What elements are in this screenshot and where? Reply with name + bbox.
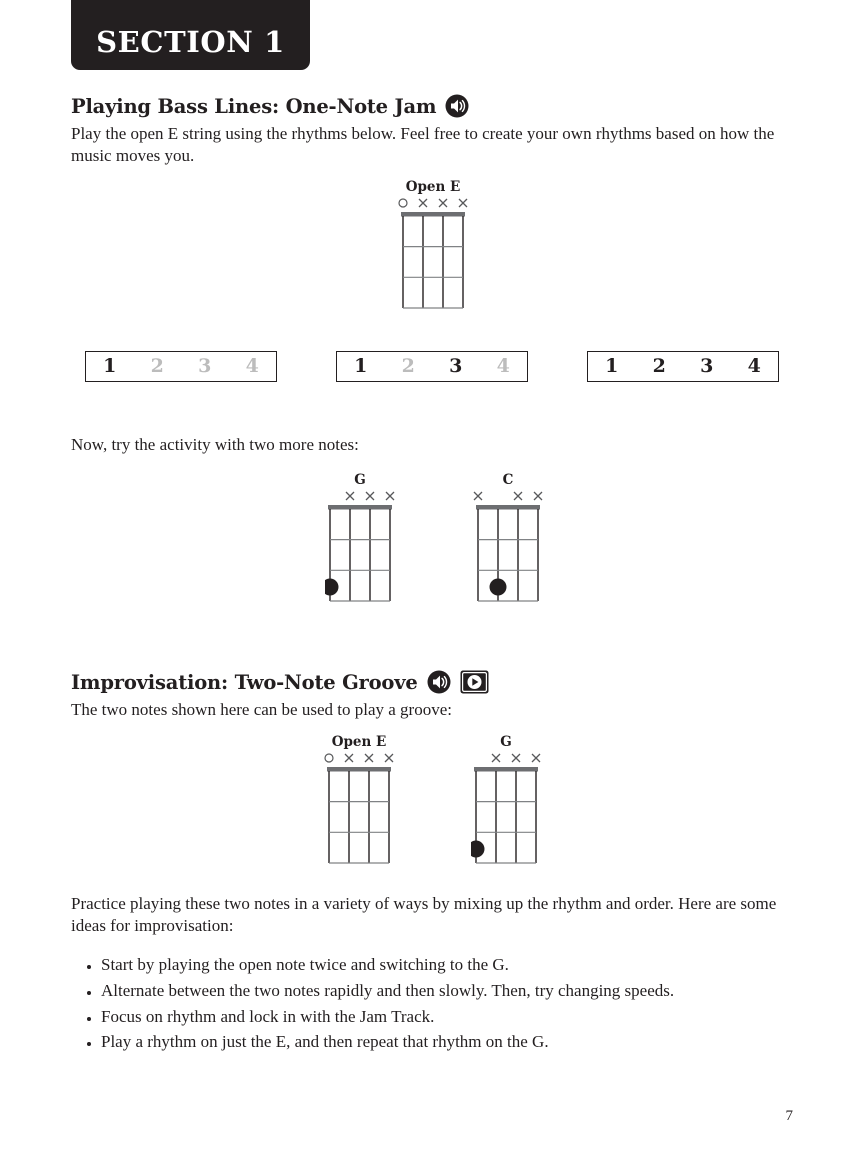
chord-dot	[471, 841, 485, 858]
audio-icon[interactable]	[445, 94, 469, 118]
chord-dot	[325, 579, 339, 596]
chord-diagram-open-e-top	[398, 179, 468, 310]
chord-markers	[325, 490, 395, 503]
beat-1: 1	[103, 355, 117, 377]
beat-3: 3	[449, 355, 463, 377]
heading-improvisation	[71, 670, 793, 694]
marker-mute-string-3	[363, 752, 375, 764]
marker-mute-string-4	[457, 197, 469, 209]
chord-diagram-g-bottom	[471, 734, 541, 865]
heading-playing-bass-lines-text: Playing Bass Lines: One-Note Jam	[71, 94, 437, 118]
chord-name: G	[354, 472, 366, 488]
marker-mute-string-4	[383, 752, 395, 764]
chord-grid	[398, 210, 468, 310]
beat-1: 1	[605, 355, 619, 377]
chord-name: Open E	[405, 179, 461, 195]
mid-instruction-block	[71, 434, 793, 456]
marker-mute-string-3	[510, 752, 522, 764]
marker-mute-string-2	[490, 752, 502, 764]
chord-markers	[471, 752, 541, 765]
rhythm-box-1[interactable]	[85, 351, 277, 382]
beat-3: 3	[198, 355, 212, 377]
heading-improvisation-text: Improvisation: Two-Note Groove	[71, 670, 418, 694]
chord-grid	[473, 503, 543, 603]
chord-diagram-g-mid	[325, 472, 395, 603]
list-item: • Play a rhythm on just the E, and then repeat that rhythm on the G.	[101, 1029, 793, 1055]
chord-markers	[398, 197, 468, 210]
marker-mute-string-2	[343, 752, 355, 764]
marker-mute-string-2	[344, 490, 356, 502]
list-item: • Focus on rhythm and lock in with the Jam Track.	[101, 1004, 793, 1030]
chord-markers	[324, 752, 394, 765]
section-1-block	[71, 94, 793, 168]
marker-open-string-1	[323, 752, 335, 764]
audio-icon[interactable]	[427, 670, 451, 694]
marker-mute-string-2	[417, 197, 429, 209]
chord-grid	[471, 765, 541, 865]
chord-diagram-open-e-bottom	[324, 734, 394, 865]
beat-1: 1	[354, 355, 368, 377]
improvisation-ideas-list	[71, 952, 793, 1055]
beat-2: 2	[401, 355, 415, 377]
mid-instruction-text: Now, try the activity with two more notes:	[71, 435, 359, 454]
beat-4: 4	[245, 355, 259, 377]
list-item: • Alternate between the two notes rapidly and then slowly. Then, try changing speeds.	[101, 978, 793, 1004]
chord-dot	[490, 579, 507, 596]
section-banner	[71, 0, 310, 70]
chord-diagram-c-mid	[473, 472, 543, 603]
section-1-paragraph: Play the open E string using the rhythms below. Feel free to create your own rhythms based on how the music moves you.	[71, 124, 775, 166]
rhythm-box-2[interactable]	[336, 351, 528, 382]
beat-3: 3	[700, 355, 714, 377]
chord-name: C	[502, 472, 514, 488]
beat-4: 4	[496, 355, 510, 377]
marker-mute-string-1	[472, 490, 484, 502]
beat-2: 2	[652, 355, 666, 377]
marker-mute-string-3	[512, 490, 524, 502]
marker-mute-string-3	[437, 197, 449, 209]
chord-markers	[473, 490, 543, 503]
section-banner-label: SECTION 1	[96, 25, 285, 59]
rhythm-box-3[interactable]	[587, 351, 779, 382]
marker-mute-string-4	[384, 490, 396, 502]
list-item: • Start by playing the open note twice and switching to the G.	[101, 952, 793, 978]
section-2-paragraph: The two notes shown here can be used to play a groove:	[71, 700, 452, 719]
chord-name: Open E	[331, 734, 387, 750]
chord-name: G	[500, 734, 512, 750]
marker-open-string-1	[397, 197, 409, 209]
heading-playing-bass-lines	[71, 94, 793, 118]
marker-mute-string-3	[364, 490, 376, 502]
page-number: 7	[785, 1108, 793, 1124]
beat-4: 4	[747, 355, 761, 377]
section-2-block	[71, 670, 793, 721]
chord-grid	[324, 765, 394, 865]
video-icon[interactable]	[460, 670, 489, 694]
chord-grid	[325, 503, 395, 603]
marker-mute-string-4	[530, 752, 542, 764]
improvisation-ideas-block	[71, 893, 793, 1055]
marker-mute-string-4	[532, 490, 544, 502]
improvisation-outro-text: Practice playing these two notes in a variety of ways by mixing up the rhythm and order. Here are some ideas for improvisation:	[71, 894, 777, 936]
beat-2: 2	[150, 355, 164, 377]
